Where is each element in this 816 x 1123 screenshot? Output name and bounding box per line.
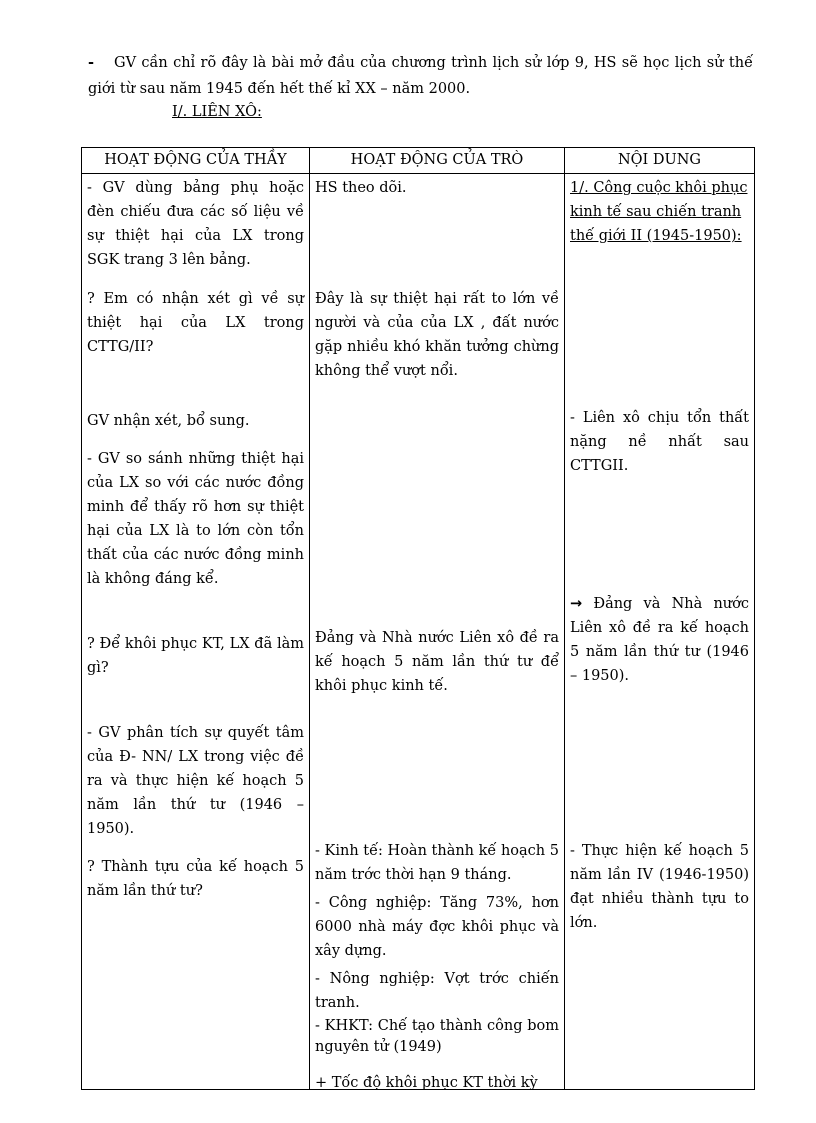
student-item-5: - Công nghiệp: Tăng 73%, hơn 6000 nhà máy đợc khôi phục và xây dựng. — [315, 895, 559, 959]
teacher-item-4: - GV so sánh những thiệt hại của LX so với các nước đồng minh để thấy rõ hơn sự thiệt hại của LX là to lớn còn tổn thất của các nước đồng minh là không đáng kể. — [87, 451, 304, 587]
student-item-6: - Nông nghiệp: Vợt trớc chiến tranh. — [315, 971, 559, 1011]
teacher-item-6: - GV phân tích sự quyết tâm của Đ- NN/ LX trong việc đề ra và thực hiện kế hoạch 5 năm lần thứ tư (1946 – 1950). — [87, 725, 304, 837]
student-column — [310, 174, 565, 1090]
teacher-item-2: ? Em có nhận xét gì về sự thiệt hại của LX trong CTTG/II? — [87, 291, 304, 355]
content-item-1: - Liên xô chịu tổn thất nặng nề nhất sau CTTGII. — [570, 410, 749, 474]
content-item-2-text: Đảng và Nhà nước Liên xô đề ra kế hoạch 5 năm lần thứ tư (1946 – 1950). — [570, 596, 749, 684]
teacher-column — [82, 174, 310, 1090]
content-title: 1/. Công cuộc khôi phục kinh tế sau chiến tranh thế giới II (1945-1950): — [570, 180, 748, 244]
student-item-2: Đây là sự thiệt hại rất to lớn về người và của của LX , đất nước gặp nhiều khó khăn tưởng chừng không thể vượt nổi. — [315, 291, 559, 379]
intro-text: GV cần chỉ rõ đây là bài mở đầu của chương trình lịch sử lớp 9, HS sẽ học lịch sử thế giới từ sau năm 1945 đến hết thế kỉ XX – năm 2000. — [88, 55, 753, 97]
content-item-3: - Thực hiện kế hoạch 5 năm lần IV (1946-1950) đạt nhiều thành tựu to lớn. — [570, 843, 749, 931]
teacher-item-1: - GV dùng bảng phụ hoặc đèn chiếu đưa các số liệu về sự thiệt hại của LX trong SGK trang 3 lên bảng. — [87, 180, 304, 268]
header-teacher: HOẠT ĐỘNG CỦA THẦY — [82, 148, 310, 174]
header-content: NỘI DUNG — [565, 148, 755, 174]
content-item-2 — [570, 592, 749, 688]
student-item-4: - Kinh tế: Hoàn thành kế hoạch 5 năm trớc thời hạn 9 tháng. — [315, 843, 559, 883]
teacher-item-3: GV nhận xét, bổ sung. — [87, 413, 250, 429]
student-item-8: + Tốc độ khôi phục KT thời kỳ — [315, 1075, 538, 1091]
student-item-1: HS theo dõi. — [315, 180, 407, 196]
header-student: HOẠT ĐỘNG CỦA TRÒ — [310, 148, 565, 174]
teacher-item-5: ? Để khôi phục KT, LX đã làm gì? — [87, 636, 304, 676]
arrow-right-icon: → — [570, 596, 583, 612]
student-item-7: - KHKT: Chế tạo thành công bom nguyên tử (1949) — [315, 1018, 559, 1055]
intro-dash: - — [88, 54, 95, 71]
table-body-row — [82, 174, 755, 1090]
intro-paragraph — [88, 50, 753, 102]
section-heading: I/. LIÊN XÔ: — [172, 104, 262, 120]
content-column — [565, 174, 755, 1090]
lesson-table — [81, 147, 755, 1090]
teacher-item-7: ? Thành tựu của kế hoạch 5 năm lần thứ tư? — [87, 859, 304, 899]
student-item-3: Đảng và Nhà nước Liên xô đề ra kế hoạch 5 năm lần thứ tư để khôi phục kinh tế. — [315, 630, 559, 694]
table-header-row — [82, 148, 755, 174]
